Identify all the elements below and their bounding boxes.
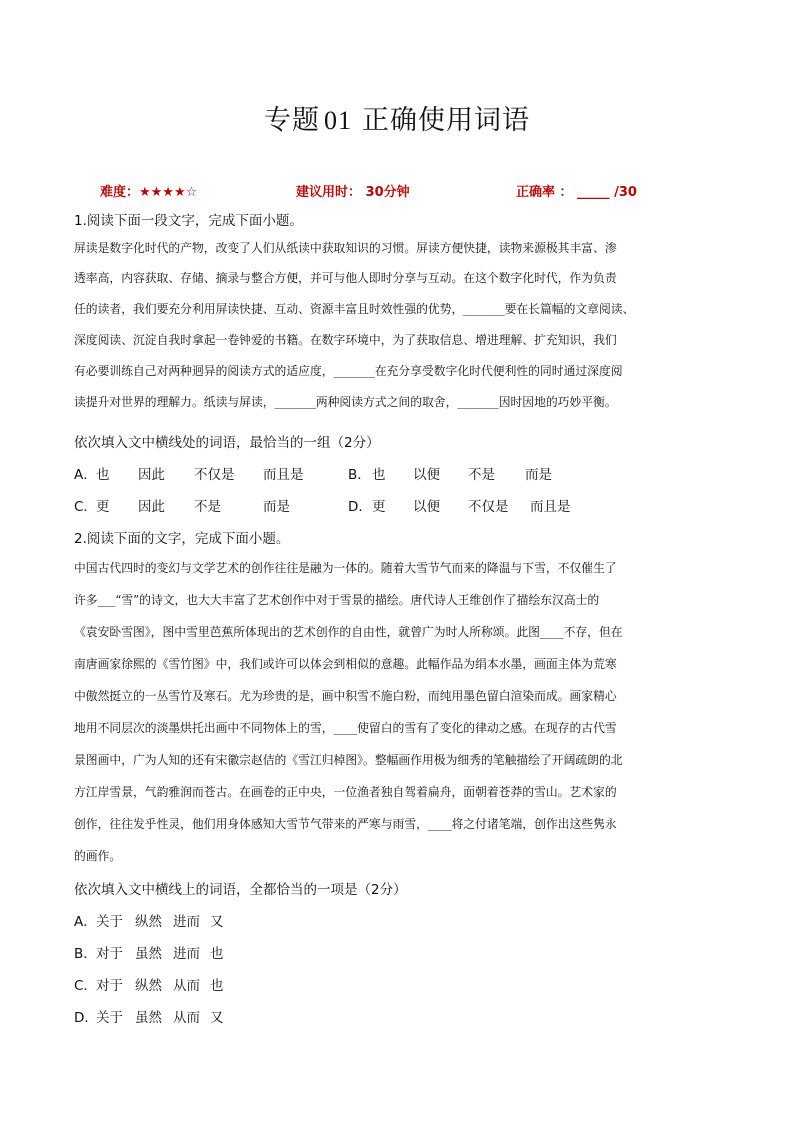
passage-line: 读提升对世界的理解力。纸读与屏读，_______两种阅读方式之间的取舍，_______因时因地的巧妙平衡。 xyxy=(74,395,617,409)
passage-line: 屏读是数字化时代的产物，改变了人们从纸读中获取知识的习惯。屏读方便快捷，读物来源极其丰富、渗 xyxy=(74,241,617,255)
q2-option-b[interactable] xyxy=(74,942,274,962)
q1-question: 依次填入文中横线处的词语，最恰当的一组（2分） xyxy=(74,435,380,451)
option-letter: A． xyxy=(74,914,97,930)
option-word: 进而 xyxy=(173,914,200,930)
passage-line: 深度阅读、沉淀自我时拿起一卷钟爱的书籍。在数字环境中，为了获取信息、增进理解、扩充知识，我们 xyxy=(74,333,617,347)
meta-bar xyxy=(100,181,740,201)
page-title xyxy=(0,98,794,137)
option-letter: C． xyxy=(74,499,97,515)
q1-option-b[interactable] xyxy=(348,463,648,483)
option-word: 进而 xyxy=(173,946,200,962)
option-word: 而是 xyxy=(525,467,552,483)
passage-line: 中傲然挺立的一丛雪竹及寒石。尤为珍贵的是，画中积雪不施白粉，而纯用墨色留白渲染而成。画家精心 xyxy=(74,689,617,703)
option-word: 对于 xyxy=(96,946,123,962)
option-word: 不是 xyxy=(194,499,221,515)
q2-option-a[interactable] xyxy=(74,910,274,930)
option-word: 又 xyxy=(210,1010,224,1026)
option-word: 从而 xyxy=(173,978,200,994)
passage-line: 创作，往往发乎性灵，他们用身体感知大雪节气带来的严寒与雨雪，____将之付诸笔端，创作出这些隽永 xyxy=(74,817,617,831)
suggested-time-label: 建议用时： 30分钟 xyxy=(296,185,410,200)
option-letter: B． xyxy=(74,946,97,962)
q2-prompt: 2.阅读下面的文字，完成下面小题。 xyxy=(74,531,290,547)
option-word: 以便 xyxy=(413,467,440,483)
q2-question: 依次填入文中横线上的词语，全都恰当的一项是（2分） xyxy=(74,882,407,898)
option-word: 以便 xyxy=(413,499,440,515)
q2-option-d[interactable] xyxy=(74,1006,274,1026)
option-word: 关于 xyxy=(96,1010,123,1026)
option-word: 关于 xyxy=(96,914,123,930)
option-word: 也 xyxy=(210,946,224,962)
passage-line: 《袁安卧雪图》，图中雪里芭蕉所体现出的艺术创作的自由性，就曾广为时人所称颂。此图____不存，但在 xyxy=(74,625,623,639)
option-word: 而且是 xyxy=(263,467,304,483)
option-word: 也 xyxy=(372,467,386,483)
option-word: 更 xyxy=(96,499,110,515)
title-text: 正确使用词语 xyxy=(362,105,530,136)
option-letter: D． xyxy=(348,499,372,515)
option-word: 而是 xyxy=(263,499,290,515)
option-word: 因此 xyxy=(138,499,165,515)
passage-line: 许多___“雪”的诗文，也大大丰富了艺术创作中对于雪景的描绘。唐代诗人王维创作了描绘东汉高士的 xyxy=(74,593,600,607)
option-letter: D． xyxy=(74,1010,98,1026)
title-prefix: 专题 xyxy=(264,105,320,136)
option-letter: A． xyxy=(74,467,97,483)
option-word: 不仅是 xyxy=(194,467,235,483)
option-word: 又 xyxy=(210,914,224,930)
option-letter: B． xyxy=(348,467,371,483)
option-word: 因此 xyxy=(138,467,165,483)
title-number: 01 xyxy=(324,106,352,135)
option-word: 不是 xyxy=(468,467,495,483)
option-word: 也 xyxy=(96,467,110,483)
passage-line: 有必要训练自己对两种迥异的阅读方式的适应度，_______在充分享受数字化时代便利性的同时通过深度阅 xyxy=(74,364,623,378)
option-word: 虽然 xyxy=(135,946,162,962)
passage-line: 中国古代四时的变幻与文学艺术的创作往往是融为一体的。随着大雪节气而来的降温与下雪，不仅催生了 xyxy=(74,561,617,575)
passage-line: 的画作。 xyxy=(74,849,122,863)
passage-line: 任的读者，我们要充分利用屏读快捷、互动、资源丰富且时效性强的优势，_______要在长篇幅的文章阅读、 xyxy=(74,302,635,316)
passage-line: 景图画中，广为人知的还有宋徽宗赵佶的《雪江归棹图》。整幅画作用极为细秀的笔触描绘了开阔疏朗的北 xyxy=(74,753,623,767)
option-word: 也 xyxy=(210,978,224,994)
passage-line: 方江岸雪景，气韵雅润而苍古。在画卷的正中央，一位渔者独自驾着扁舟，面朝着苍莽的雪山。艺术家的 xyxy=(74,785,617,799)
option-word: 虽然 xyxy=(135,1010,162,1026)
option-word: 不仅是 xyxy=(468,499,509,515)
passage-line: 透率高，内容获取、存储、摘录与整合方便，并可与他人即时分享与互动。在这个数字化时代，作为负责 xyxy=(74,271,617,285)
option-word: 更 xyxy=(372,499,386,515)
q2-option-c[interactable] xyxy=(74,974,274,994)
option-word: 对于 xyxy=(96,978,123,994)
q1-prompt: 1.阅读下面一段文字，完成下面小题。 xyxy=(74,213,303,229)
option-word: 纵然 xyxy=(135,914,162,930)
option-word: 纵然 xyxy=(135,978,162,994)
option-letter: C． xyxy=(74,978,97,994)
q1-option-c[interactable] xyxy=(74,495,374,515)
option-word: 而且是 xyxy=(530,499,571,515)
passage-line: 南唐画家徐熙的《雪竹图》中，我们或许可以体会到相似的意趣。此幅作品为绢本水墨，画面主体为荒寒 xyxy=(74,657,617,671)
difficulty-label: 难度：★★★★☆ xyxy=(100,185,198,200)
option-word: 从而 xyxy=(173,1010,200,1026)
accuracy-label: 正确率 ： _____ /30 xyxy=(516,185,637,200)
q1-option-a[interactable] xyxy=(74,463,374,483)
q1-option-d[interactable] xyxy=(348,495,648,515)
passage-line: 地用不同层次的淡墨烘托出画中不同物体上的雪，____使留白的雪有了变化的律动之感。在现存的古代雪 xyxy=(74,721,617,735)
